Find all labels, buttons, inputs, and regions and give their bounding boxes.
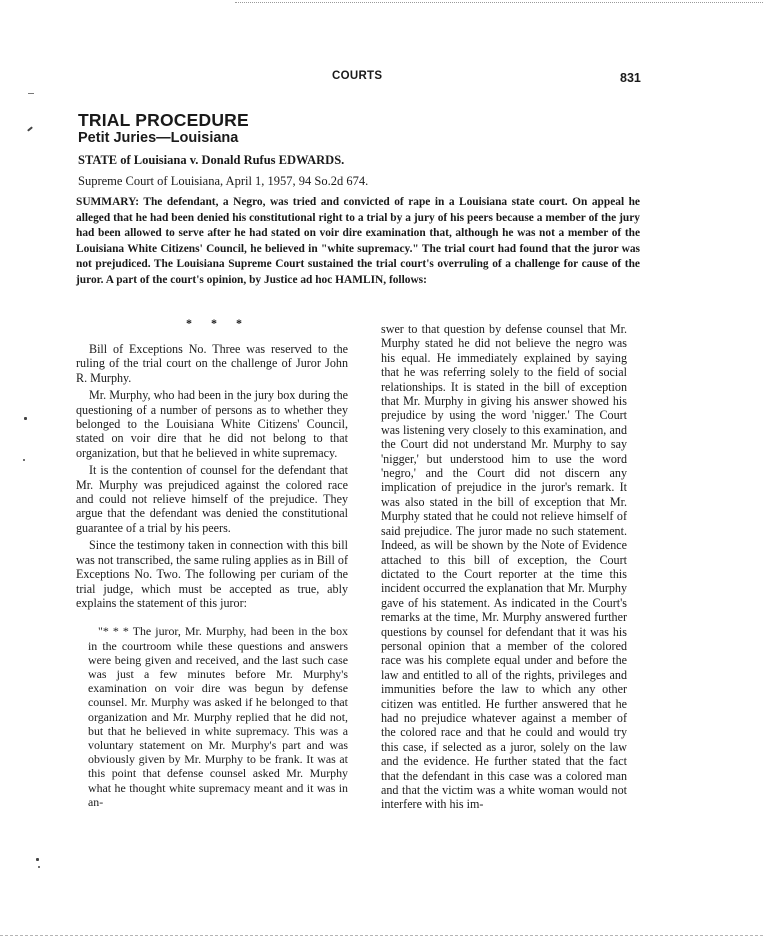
left-paragraph: Since the testimony taken in connection with this bill was not transcribed, the same ruling applies as in Bill of Exceptions No. Two. The following per curiam of the trial judge, which must be accepted as true, ably explains the statement of this juror: [76, 538, 348, 610]
per-curiam-quote: "* * * The juror, Mr. Murphy, had been in the box in the courtroom while these questions and answers were being given and received, and the last such case was just a few minutes before Mr. Murphy's examination on voir dire was begun by defense counsel. Mr. Murphy was asked if he belonged to that organization and Mr. Murphy replied that he did not, but that he believed in white supremacy. This was a voluntary statement on Mr. Murphy's part and was obviously given by Mr. Murphy to be frank. It was at this point that defense counsel asked Mr. Murphy what he thought white supremacy meant and it was in an- [88, 624, 348, 809]
running-head: COURTS [332, 70, 383, 82]
section-title: TRIAL PROCEDURE [78, 110, 249, 130]
section-subtitle: Petit Juries—Louisiana [78, 130, 239, 146]
section-separator: * * * [186, 316, 250, 330]
right-column [381, 322, 627, 815]
bottom-scan-border [0, 935, 763, 936]
case-name: STATE of Louisiana v. Donald Rufus EDWARDS. [78, 153, 345, 167]
scan-mark [23, 459, 25, 461]
top-scan-border [235, 2, 763, 3]
page-number: 831 [620, 71, 641, 85]
case-summary: SUMMARY: The defendant, a Negro, was tried and convicted of rape in a Louisiana state court. On appeal he alleged that he had been denied his constitutional right to a trial by a jury of his peers because a member of the jury had been allowed to serve after he had stated on voir dire examination that, although he was not a member of the Louisiana White Citizens' Council, he believed in "white supremacy." The trial court had found that the juror was not prejudiced. The Louisiana Supreme Court sustained the trial court's overruling of a challenge for cause of the juror. A part of the court's opinion, by Justice ad hoc HAMLIN, follows: [76, 196, 640, 286]
case-citation: Supreme Court of Louisiana, April 1, 1957, 94 So.2d 674. [78, 174, 369, 188]
left-paragraph: Bill of Exceptions No. Three was reserved to the ruling of the trial court on the challenge of Juror John R. Murphy. [76, 342, 348, 385]
left-paragraph: Mr. Murphy, who had been in the jury box during the questioning of a number of persons as to whether they belonged to the Louisiana White Citizens' Council, stated on voir dire that he did not belong to that organization, but that he believed in white supremacy. [76, 388, 348, 460]
scan-mark [27, 126, 33, 131]
left-paragraph: It is the contention of counsel for the defendant that Mr. Murphy was prejudiced against the colored race and could not relieve himself of the prejudice. They argue that the defendant was denied the constitutional guarantee of a trial by his peers. [76, 463, 348, 535]
scan-mark [28, 93, 34, 94]
scan-mark [24, 417, 27, 420]
right-paragraph: swer to that question by defense counsel that Mr. Murphy stated he did not believe the negro was his equal. He immediately explained by saying that he was referring solely to the field of social relationships. It is stated in the bill of exception that Mr. Murphy in giving his answer showed his prejudice by using the word 'nigger.' The Court was listening very closely to this examination, and the Court did not understand Mr. Murphy to say 'nigger,' but understood him to use the word 'negro,' and the Court did not discern any implication of prejudice in the juror's remark. It was also stated in the bill of exception that Mr. Murphy stated that he could not relieve himself of said prejudice. The juror made no such statement. Indeed, as will be shown by the Note of Evidence attached to this bill of exception, the Court dictated to the Court reporter at the time this incident occurred the explanation that Mr. Murphy gave of his statement. As indicated in the Court's remarks at the time, Mr. Murphy answered further questions by counsel for defendant that it was his personal opinion that a member of the colored race was his complete equal under and before the law and entitled to all of the rights, privileges and immunities before the law to which any other citizen was entitled. He further answered that he had no prejudice whatever against a member of the colored race and that he could and would try this case, if selected as a juror, solely on the law and the evidence. He further stated that the fact that the defendant in this case was a colored man and that the victim was a white woman would not interfere with his im- [381, 322, 627, 812]
scan-mark [38, 866, 40, 868]
scan-mark [36, 858, 39, 861]
left-column [76, 342, 348, 809]
